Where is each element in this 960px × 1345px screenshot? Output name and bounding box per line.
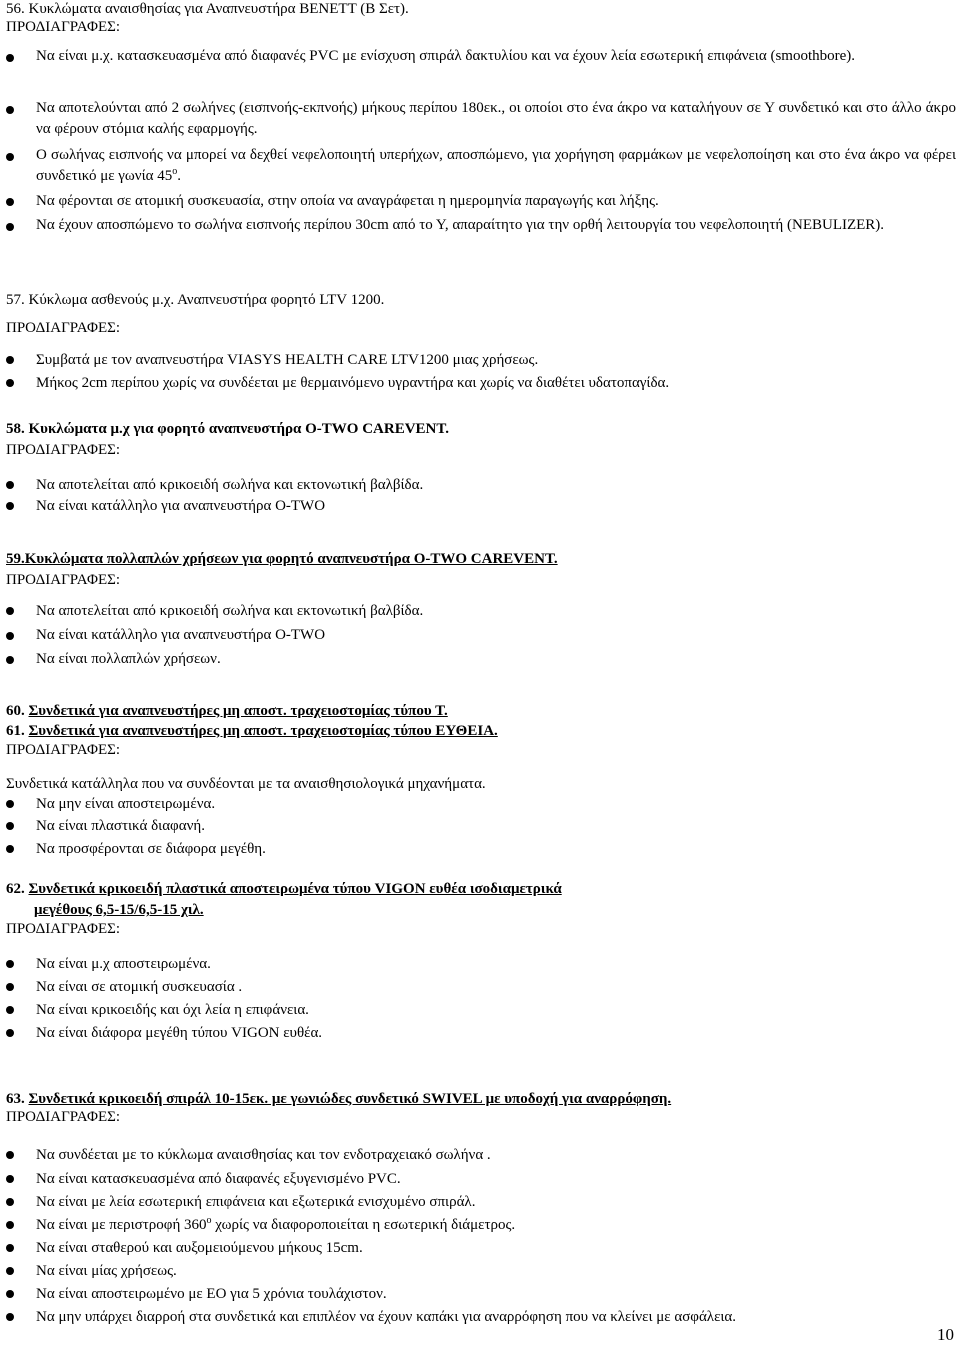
s56-item-4: Να φέρονται σε ατομική συσκευασία, στην οποία να αναγράφεται η ημερομηνία παραγωγής και λήξης. (36, 193, 659, 209)
section-56-spec: ΠΡΟΔΙΑΓΡΑΦΕΣ: (6, 19, 121, 35)
s63-item-4-tail: χωρίς να διαφοροποιείται η εσωτερική διάμετρος. (211, 1217, 516, 1233)
section-59-title-text: 59.Κυκλώματα πολλαπλών χρήσεων για φορητό αναπνευστήρα O-TWO CAREVENT. (6, 551, 558, 567)
section-57-spec: ΠΡΟΔΙΑΓΡΑΦΕΣ: (6, 320, 121, 336)
s56-item-5: Να έχουν αποσπώμενο το σωλήνα εισπνοής περίπου 30cm από το Υ, απαραίτητο για την ορθή λειτουργία του νεφελοποιητή (NEBULIZER). (36, 217, 885, 233)
s58-item-1: Να αποτελείται από κρικοειδή σωλήνα και εκτονωτική βαλβίδα. (36, 477, 424, 493)
bullet-icon (6, 607, 14, 615)
s62-item-3: Να είναι κρικοειδής και όχι λεία η επιφάνεια. (36, 1002, 309, 1018)
s59-item-2: Να είναι κατάλληλο για αναπνευστήρα O-TWO (36, 627, 326, 643)
section-63-number: 63. (6, 1091, 25, 1107)
section-59-spec: ΠΡΟΔΙΑΓΡΑΦΕΣ: (6, 572, 121, 588)
s61-item-3: Να προσφέρονται σε διάφορα μεγέθη. (36, 841, 266, 857)
section-62-number: 62. (6, 881, 25, 897)
s61-item-1: Να μην είναι αποστειρωμένα. (36, 796, 216, 812)
bullet-icon (6, 1290, 14, 1298)
bullet-icon (6, 502, 14, 510)
bullet-icon (6, 1198, 14, 1206)
bullet-icon (6, 983, 14, 991)
bullet-icon (6, 106, 14, 114)
s63-item-3: Να είναι με λεία εσωτερική επιφάνεια και εξωτερικά ενισχυμένο σπιράλ. (36, 1194, 476, 1210)
s62-item-1: Να είναι μ.χ αποστειρωμένα. (36, 956, 211, 972)
section-57-title: 57. Κύκλωμα ασθενούς μ.χ. Αναπνευστήρα φορητό LTV 1200. (6, 292, 385, 308)
bullet-icon (6, 1175, 14, 1183)
bullet-icon (6, 960, 14, 968)
bullet-icon (6, 1221, 14, 1229)
s63-item-5: Να είναι σταθερού και αυξομειούμενου μήκους 15cm. (36, 1240, 363, 1256)
s63-item-8: Να μην υπάρχει διαρροή στα συνδετικά και επιπλέον να έχουν καπάκι για αναρρόφηση που να κλείνει με ασφάλεια. (36, 1309, 737, 1325)
s63-item-7: Να είναι αποστειρωμένο με ΕΟ για 5 χρόνια τουλάχιστον. (36, 1286, 387, 1302)
s56-item-2: Να αποτελούνται από 2 σωλήνες (εισπνοής-εκπνοής) μήκους περίπου 180εκ., οι οποίοι στο ένα άκρο να καταλήγουν σε Υ συνδετικό και στο άλλο άκρο να φέρουν στόμια καλής εφαρμογής. (36, 100, 956, 137)
bullet-icon (6, 356, 14, 364)
section-61-intro: Συνδετικά κατάλληλα που να συνδέονται με τα αναισθησιολογικά μηχανήματα. (6, 776, 486, 792)
bullet-icon (6, 1006, 14, 1014)
s62-item-4: Να είναι διάφορα μεγέθη τύπου VIGON ευθέα. (36, 1025, 323, 1041)
bullet-icon (6, 1267, 14, 1275)
s57-item-2: Μήκος 2cm περίπου χωρίς να συνδέεται με θερμαινόμενο υγραντήρα και χωρίς να διαθέτει υδατοπαγίδα. (36, 375, 670, 391)
section-56-title: 56. Κυκλώματα αναισθησίας για Αναπνευστήρα BENETT (Β Σετ). (6, 1, 409, 17)
s63-item-1: Να συνδέεται με το κύκλωμα αναισθησίας και τον ενδοτραχειακό σωλήνα . (36, 1147, 491, 1163)
bullet-icon (6, 1029, 14, 1037)
s61-item-2: Να είναι πλαστικά διαφανή. (36, 818, 205, 834)
section-62-title-line1: Συνδετικά κρικοειδή πλαστικά αποστειρωμένα τύπου VIGON ευθέα ισοδιαμετρικά (28, 881, 562, 897)
bullet-icon (6, 1244, 14, 1252)
s63-item-2: Να είναι κατασκευασμένα από διαφανές εξυγενισμένο PVC. (36, 1171, 401, 1187)
bullet-icon (6, 481, 14, 489)
s58-item-2: Να είναι κατάλληλο για αναπνευστήρα O-TWO (36, 498, 326, 514)
section-63-spec: ΠΡΟΔΙΑΓΡΑΦΕΣ: (6, 1109, 121, 1125)
s56-item-3-text: Ο σωλήνας εισπνοής να μπορεί να δεχθεί νεφελοποιητή υπερήχων, αποσπώμενο, για χορήγηση φαρμάκων με νεφελοποίηση και στο ένα άκρο να φέρει συνδετικό με γωνία 45 (36, 147, 956, 184)
section-63-title (6, 1090, 671, 1108)
section-58-spec: ΠΡΟΔΙΑΓΡΑΦΕΣ: (6, 442, 121, 458)
page-number: 10 (937, 1325, 954, 1344)
bullet-icon (6, 845, 14, 853)
bullet-icon (6, 800, 14, 808)
section-60-title-text: Συνδετικά για αναπνευστήρες μη αποστ. τραχειοστομίας τύπου Τ. (28, 703, 448, 719)
section-62-title-2 (34, 901, 204, 919)
degree-tail: . (177, 168, 181, 184)
bullet-icon (6, 656, 14, 664)
section-61-spec: ΠΡΟΔΙΑΓΡΑΦΕΣ: (6, 742, 121, 758)
bullet-icon (6, 1313, 14, 1321)
section-61-number: 61. (6, 723, 25, 739)
s57-item-1: Συμβατά με τον αναπνευστήρα VIASYS HEALTH CARE LTV1200 μιας χρήσεως. (36, 352, 539, 368)
section-63-title-text: Συνδετικά κρικοειδή σπιράλ 10-15εκ. με γωνιώδες συνδετικό SWIVEL με υποδοχή για αναρρόφηση. (28, 1091, 672, 1107)
section-62-spec: ΠΡΟΔΙΑΓΡΑΦΕΣ: (6, 921, 121, 937)
degree-sup: ο (172, 166, 178, 177)
section-62-title-line2: μεγέθους 6,5-15/6,5-15 χιλ. (34, 902, 204, 918)
section-59-title (6, 550, 558, 568)
section-61-title-text: Συνδετικά για αναπνευστήρες μη αποστ. τραχειοστομίας τύπου ΕΥΘΕΙΑ. (28, 723, 498, 739)
s56-item-3 (36, 145, 956, 187)
s63-item-4 (36, 1216, 515, 1234)
s63-item-4-text: Να είναι με περιστροφή 360 (36, 1217, 207, 1233)
bullet-icon (6, 379, 14, 387)
degree-sup: ο (206, 1215, 212, 1226)
s63-item-6: Να είναι μίας χρήσεως. (36, 1263, 177, 1279)
bullet-icon (6, 153, 14, 161)
s59-item-1: Να αποτελείται από κρικοειδή σωλήνα και εκτονωτική βαλβίδα. (36, 603, 424, 619)
s59-item-3: Να είναι πολλαπλών χρήσεων. (36, 651, 221, 667)
section-60-number: 60. (6, 703, 25, 719)
section-61-title (6, 722, 498, 740)
bullet-icon (6, 198, 14, 206)
bullet-icon (6, 223, 14, 231)
s62-item-2: Να είναι σε ατομική συσκευασία . (36, 979, 243, 995)
bullet-icon (6, 54, 14, 62)
bullet-icon (6, 1151, 14, 1159)
section-58-title: 58. Κυκλώματα μ.χ για φορητό αναπνευστήρα O-TWO CAREVENT. (6, 421, 450, 437)
bullet-icon (6, 822, 14, 830)
s56-item-1: Να είναι μ.χ. κατασκευασμένα από διαφανές PVC με ενίσχυση σπιράλ δακτυλίου και να έχουν λεία εσωτερική επιφάνεια (smoothbore). (36, 48, 856, 64)
section-60-title (6, 702, 448, 720)
bullet-icon (6, 632, 14, 640)
section-62-title (6, 880, 562, 898)
